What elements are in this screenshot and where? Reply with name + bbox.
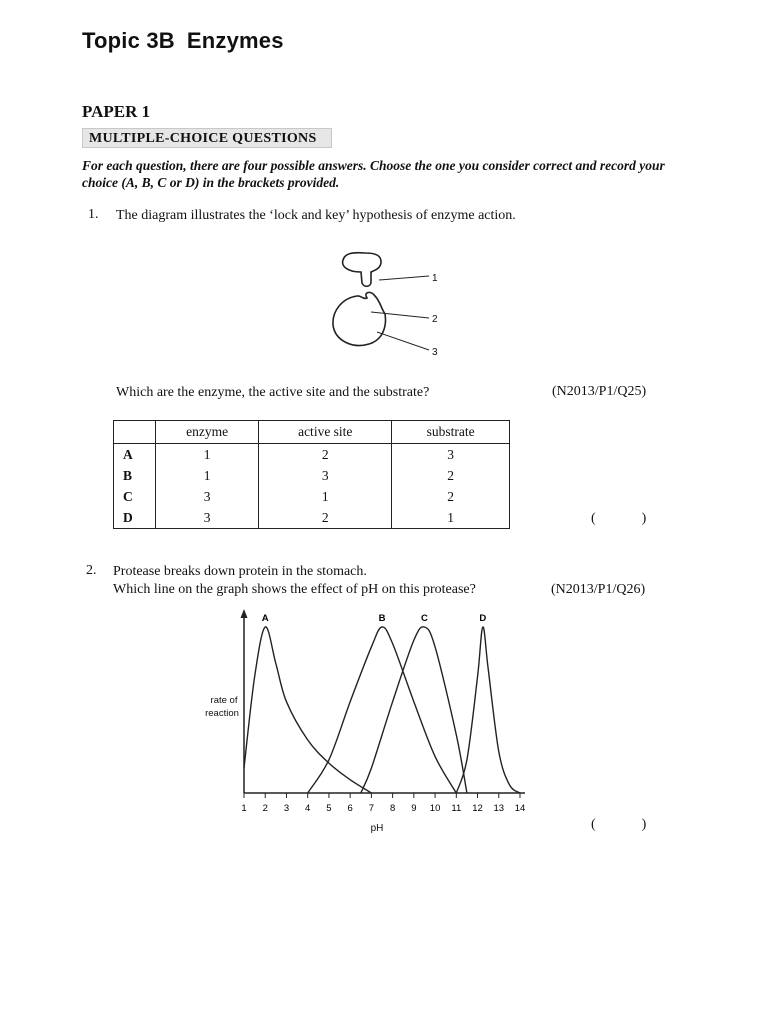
- label-2-line: [371, 312, 429, 318]
- bracket-close: ): [641, 511, 647, 526]
- curve-label-d: D: [479, 613, 487, 624]
- q2-reference: (N2013/P1/Q26): [551, 582, 646, 597]
- topic-label: Topic 3B: [82, 28, 175, 53]
- header-active-site: active site: [259, 421, 392, 444]
- header-enzyme: enzyme: [156, 421, 259, 444]
- label-2: 2: [432, 314, 438, 325]
- table-cell: 2: [259, 507, 392, 529]
- curve-label-b: B: [378, 613, 386, 624]
- table-cell: 1: [392, 507, 510, 529]
- x-tick-label: 12: [472, 803, 483, 814]
- x-axis-label: pH: [370, 823, 384, 834]
- q1-number: 1.: [88, 207, 99, 222]
- x-tick-label: 9: [411, 803, 417, 814]
- table-cell: 2: [259, 444, 392, 466]
- table-cell: 3: [156, 486, 259, 507]
- table-header-row: [114, 421, 510, 444]
- header-substrate: substrate: [392, 421, 510, 444]
- table-cell: 1: [156, 444, 259, 466]
- label-3-line: [377, 332, 429, 350]
- table-cell: 3: [156, 507, 259, 529]
- label-1: 1: [432, 273, 438, 284]
- curve-label-a: A: [261, 613, 269, 624]
- curve-label-c: C: [421, 613, 428, 624]
- table-cell: 3: [392, 444, 510, 466]
- bracket-open: (: [591, 511, 596, 526]
- table-row: [114, 486, 510, 507]
- x-tick-label: 14: [514, 803, 526, 814]
- x-tick-label: 10: [429, 803, 441, 814]
- substrate-shape: [343, 253, 381, 287]
- q1-reference: (N2013/P1/Q25): [552, 384, 647, 399]
- table-cell: 2: [392, 486, 510, 507]
- x-tick-label: 7: [368, 803, 375, 814]
- page-title: [82, 28, 284, 54]
- option-letter: B: [114, 465, 156, 486]
- table-row: [114, 507, 510, 529]
- topic-name: Enzymes: [186, 28, 284, 53]
- x-tick-label: 1: [241, 803, 247, 814]
- q2-line1: Protease breaks down protein in the stomach.: [113, 564, 367, 579]
- label-3: 3: [432, 347, 438, 358]
- q2-number: 2.: [86, 563, 97, 578]
- x-tick-label: 13: [493, 803, 505, 814]
- x-tick-label: 4: [305, 803, 311, 814]
- bracket-open: (: [591, 817, 596, 832]
- paper-heading: PAPER 1: [82, 102, 151, 121]
- curve-b: [308, 627, 457, 793]
- x-tick-label: 6: [347, 803, 353, 814]
- y-axis-arrow: [241, 609, 248, 618]
- lock-and-key-diagram: [325, 248, 455, 363]
- x-tick-label: 5: [326, 803, 332, 814]
- table-row: [114, 465, 510, 486]
- answer-table: [113, 420, 510, 529]
- label-1-line: [379, 276, 429, 280]
- table-cell: 2: [392, 465, 510, 486]
- option-letter: D: [114, 507, 156, 529]
- x-tick-label: 2: [262, 803, 268, 814]
- table-cell: 1: [259, 486, 392, 507]
- y-axis-label-line2: reaction: [205, 708, 239, 719]
- curve-d: [456, 627, 520, 793]
- q1-text: The diagram illustrates the ‘lock and key’ hypothesis of enzyme action.: [116, 208, 516, 223]
- q2-line2: Which line on the graph shows the effect of pH on this protease?: [113, 582, 476, 597]
- table-corner: [114, 421, 156, 444]
- enzyme-shape: [333, 292, 386, 345]
- y-axis-label-line1: rate of: [210, 695, 238, 706]
- option-letter: C: [114, 486, 156, 507]
- q1-question: Which are the enzyme, the active site and the substrate?: [116, 385, 430, 400]
- x-tick-label: 3: [283, 803, 290, 814]
- curve-a: [244, 627, 371, 793]
- x-tick-label: 11: [451, 803, 462, 814]
- table-row: [114, 444, 510, 466]
- section-title: MULTIPLE-CHOICE QUESTIONS: [82, 128, 332, 148]
- q1-answer-brackets[interactable]: [591, 511, 646, 527]
- instructions: For each question, there are four possible answers. Choose the one you consider correct and record your choice (A, B, C or D) in the brackets provided.: [82, 158, 665, 190]
- option-letter: A: [114, 444, 156, 466]
- x-tick-label: 8: [389, 803, 396, 814]
- table-cell: 1: [156, 465, 259, 486]
- bracket-close: ): [641, 817, 647, 832]
- table-cell: 3: [259, 465, 392, 486]
- curve-c: [361, 627, 467, 793]
- q2-answer-brackets[interactable]: [591, 817, 646, 833]
- ph-rate-graph: [190, 605, 540, 840]
